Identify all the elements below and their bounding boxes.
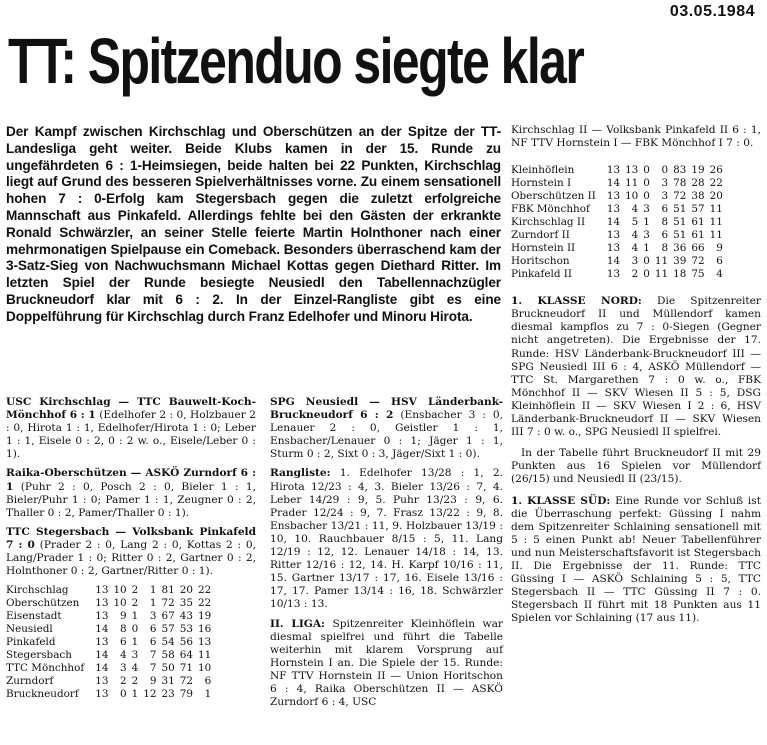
ranking-title: Rangliste: bbox=[270, 467, 331, 480]
match-title: SPG Neusiedl — HSV Länderbank-Bruckneudorf 6 : 2 bbox=[270, 396, 503, 422]
stat-l: 8 bbox=[661, 242, 669, 255]
stat-l: 1 bbox=[149, 584, 157, 597]
stat-d: 4 bbox=[131, 662, 139, 675]
stat-a: 57 bbox=[691, 203, 705, 216]
team-name: Pinkafeld bbox=[6, 636, 56, 649]
stat-w: 6 bbox=[120, 636, 127, 649]
table-row bbox=[6, 662, 211, 675]
stat-p: 14 bbox=[606, 255, 621, 268]
team-name: Oberschützen bbox=[6, 597, 80, 610]
stat-w: 10 bbox=[113, 584, 127, 597]
stat-f: 50 bbox=[161, 662, 175, 675]
stat-l: 0 bbox=[661, 164, 669, 177]
stat-f: 54 bbox=[161, 636, 175, 649]
ranking-list bbox=[270, 467, 503, 611]
stat-f: 81 bbox=[161, 584, 175, 597]
table-row bbox=[6, 610, 211, 623]
klasse-sued-report bbox=[511, 495, 761, 626]
second-league-continued: Kirchschlag II — Volksbank Pinkafeld II 6 : 1, NF TTV Hornstein I — FBK Mönchhof I 7 : 0. bbox=[511, 124, 761, 150]
stat-pts: 9 bbox=[716, 242, 723, 255]
match-details: (Edelhofer 2 : 0, Holzbauer 2 : 0, Hirota 1 : 1, Edelhofer/Hirota 1 : 0; Leber 1 : 1, Eisele 0 : 2, 0 : 2 w. o., Eisele/Leber 0 : 1). bbox=[6, 409, 256, 461]
stat-p: 14 bbox=[606, 216, 621, 229]
stat-pts: 22 bbox=[709, 177, 723, 190]
match-title: Raika-Oberschützen — ASKÖ Zurndorf 6 : 1 bbox=[6, 467, 256, 493]
stat-f: 31 bbox=[161, 675, 175, 688]
team-name: TTC Mönchhof bbox=[6, 662, 85, 675]
stat-p: 14 bbox=[95, 623, 109, 636]
stat-pts: 10 bbox=[198, 662, 212, 675]
stat-f: 36 bbox=[673, 242, 687, 255]
stat-a: 38 bbox=[691, 190, 705, 203]
stat-p: 13 bbox=[606, 242, 621, 255]
stat-w: 4 bbox=[631, 229, 639, 242]
match-title: TTC Stegersbach — Volksbank Pinkafeld 7 : 0 bbox=[6, 525, 256, 551]
stat-w: 4 bbox=[631, 203, 639, 216]
stat-l: 1 bbox=[149, 597, 157, 610]
stat-d: 1 bbox=[131, 636, 139, 649]
stat-d: 0 bbox=[643, 268, 650, 281]
stat-pts: 22 bbox=[198, 584, 212, 597]
stat-l: 7 bbox=[149, 662, 157, 675]
match-details: (Prader 2 : 0, Lang 2 : 0, Kottas 2 : 0, Lang/Prader 1 : 0; Ritter 0 : 2, Gartner 0 : 2, Holnthoner 0 : 2, Gartner/Ritter 0 : 1). bbox=[6, 538, 257, 578]
stat-p: 13 bbox=[606, 268, 621, 281]
stat-d: 3 bbox=[643, 203, 650, 216]
stat-l: 6 bbox=[149, 623, 157, 636]
table-row bbox=[511, 190, 723, 203]
stat-pts: 4 bbox=[716, 268, 723, 281]
stat-a: 61 bbox=[691, 216, 705, 229]
stat-p: 13 bbox=[606, 190, 621, 203]
stat-l: 3 bbox=[661, 177, 669, 190]
stat-a: 72 bbox=[179, 675, 193, 688]
stat-f: 72 bbox=[161, 597, 175, 610]
match-report bbox=[270, 396, 503, 461]
stat-d: 2 bbox=[131, 675, 139, 688]
stat-pts: 26 bbox=[709, 164, 723, 177]
stat-a: 61 bbox=[691, 229, 705, 242]
stat-f: 67 bbox=[161, 610, 175, 623]
stat-f: 72 bbox=[673, 190, 687, 203]
stat-p: 14 bbox=[95, 662, 109, 675]
stat-a: 72 bbox=[691, 255, 705, 268]
table-row bbox=[511, 164, 723, 177]
team-name: Kirchschlag bbox=[6, 584, 69, 597]
table-row bbox=[6, 636, 211, 649]
match-report bbox=[6, 526, 256, 578]
team-name: FBK Mönchhof bbox=[511, 203, 590, 216]
stat-l: 11 bbox=[654, 268, 669, 281]
stat-a: 56 bbox=[179, 636, 193, 649]
stat-l: 9 bbox=[149, 675, 157, 688]
stat-l: 6 bbox=[661, 229, 669, 242]
stat-pts: 13 bbox=[198, 636, 212, 649]
stat-w: 4 bbox=[120, 649, 127, 662]
stat-pts: 22 bbox=[198, 597, 212, 610]
stat-w: 4 bbox=[631, 242, 639, 255]
stat-d: 1 bbox=[643, 216, 650, 229]
table-row bbox=[511, 268, 723, 281]
stat-d: 0 bbox=[131, 623, 139, 636]
headline: TT: Spitzenduo siegte klar bbox=[8, 25, 584, 97]
stat-f: 23 bbox=[161, 688, 175, 701]
stat-d: 1 bbox=[131, 610, 139, 623]
stat-p: 14 bbox=[95, 649, 109, 662]
stat-f: 51 bbox=[673, 229, 687, 242]
second-league-title: II. LIGA: bbox=[270, 617, 325, 630]
stat-f: 51 bbox=[673, 216, 687, 229]
stat-p: 13 bbox=[95, 584, 109, 597]
stat-d: 0 bbox=[643, 177, 650, 190]
stat-pts: 19 bbox=[198, 610, 212, 623]
table-row bbox=[511, 242, 723, 255]
stat-p: 13 bbox=[95, 597, 109, 610]
table-row bbox=[6, 584, 211, 597]
stat-f: 58 bbox=[161, 649, 175, 662]
stat-l: 3 bbox=[149, 610, 157, 623]
team-name: Bruckneudorf bbox=[6, 688, 79, 701]
stat-w: 10 bbox=[113, 597, 127, 610]
second-league-text: Spitzenreiter Kleinhöflein war diesmal spielfrei und führt die Tabelle weiterhin mit klarem Vorsprung auf Hornstein I an. Die Spiele der 15. Runde: NF TTV Hornstein II — Union Horitschon 6 : 4, Raika Oberschützen II — ASKÖ Zurndorf 6 : 4, USC bbox=[270, 617, 503, 709]
stat-w: 13 bbox=[625, 164, 639, 177]
stat-a: 20 bbox=[179, 584, 193, 597]
table-row bbox=[511, 177, 723, 190]
stat-p: 14 bbox=[606, 177, 621, 190]
stat-w: 5 bbox=[631, 216, 639, 229]
table-row bbox=[511, 255, 723, 268]
team-name: Hornstein I bbox=[511, 177, 572, 190]
stat-a: 53 bbox=[179, 623, 193, 636]
stat-f: 83 bbox=[673, 164, 687, 177]
stat-p: 13 bbox=[606, 164, 621, 177]
stat-a: 66 bbox=[691, 242, 705, 255]
column-left bbox=[6, 396, 256, 701]
team-name: Stegersbach bbox=[6, 649, 72, 662]
klasse-nord-summary: In der Tabelle führt Bruckneudorf II mit 29 Punkten aus 16 Spielen vor Müllendorf (26/15) und Neusiedl II (23/15). bbox=[511, 447, 761, 486]
landesliga-standings-table bbox=[6, 584, 211, 701]
table-row bbox=[511, 229, 723, 242]
table-row bbox=[6, 597, 211, 610]
stat-pts: 11 bbox=[709, 216, 723, 229]
stat-d: 1 bbox=[131, 688, 139, 701]
klasse-sued-title: 1. KLASSE SÜD: bbox=[511, 494, 611, 507]
table-row bbox=[511, 203, 723, 216]
stat-p: 13 bbox=[95, 610, 109, 623]
team-name: Zurndorf II bbox=[511, 229, 570, 242]
match-report bbox=[6, 396, 256, 461]
stat-a: 43 bbox=[179, 610, 193, 623]
match-report bbox=[6, 467, 256, 519]
stat-f: 39 bbox=[673, 255, 687, 268]
stat-l: 12 bbox=[143, 688, 157, 701]
stat-pts: 6 bbox=[716, 255, 723, 268]
stat-pts: 11 bbox=[198, 649, 212, 662]
team-name: Kirchschlag II bbox=[511, 216, 586, 229]
stat-w: 2 bbox=[631, 268, 639, 281]
lead-paragraph: Der Kampf zwischen Kirchschlag und Oberschützen an der Spitze der TT-Landesliga geht weiter. Beide Klubs kamen in der 15. Runde zu ungefährdeten 6 : 1-Heimsiegen, beide halten bei 22 Punkten, Kirchschlag liegt auf Grund des besseren Spielverhältnisses vorne. Zu einem sensationell hohen 7 : 0-Erfolg kam Stegersbach gegen die zuletzt erfolgreiche Mannschaft aus Pinkafeld. Allerdings fehlte bei den Gästen der erkrankte Ronald Schwärzler, an seiner Stelle feierte Martin Holnthoner nach einer mehrmonatigen Spielpause ein Comeback. Besonders überraschend kam der 3-Satz-Sieg von Nachwuchsmann Michael Kottas gegen Diethard Ritter. Im letzten Spiel der Runde besiegte Neusiedl den Tabellennachzügler Bruckneudorf klar mit 6 : 2. In der Einzel-Rangliste gibt es eine Doppelführung für Kirchschlag durch Franz Edelhofer und Minoru Hirota. bbox=[6, 124, 501, 324]
klasse-sued-text: Eine Runde vor Schluß ist die Überraschung perfekt: Güssing I nahm dem Spitzenreiter Schlaining sensationell mit 5 : 5 einen Punkt ab! Neuer Tabellenführer und nun Meisterschaftsfavorit ist Stegersbach II. Die Ergebnisse der 11. Runde: TTC Güssing I — ASKÖ Schlaining 5 : 5, TTC Stegersbach II — TTC Güssing II 7 : 0. Stegersbach II führt mit 18 Punkten aus 11 Spielen vor Schlaining (17 aus 11). bbox=[511, 494, 761, 625]
stat-l: 11 bbox=[654, 255, 669, 268]
stat-p: 13 bbox=[95, 688, 109, 701]
stat-w: 10 bbox=[625, 190, 639, 203]
stat-w: 3 bbox=[120, 662, 127, 675]
stat-f: 57 bbox=[161, 623, 175, 636]
stat-a: 19 bbox=[691, 164, 705, 177]
stat-p: 13 bbox=[606, 229, 621, 242]
team-name: Horitschon bbox=[511, 255, 570, 268]
team-name: Oberschützen II bbox=[511, 190, 596, 203]
stat-d: 0 bbox=[643, 255, 650, 268]
stat-pts: 11 bbox=[709, 203, 723, 216]
stat-a: 35 bbox=[179, 597, 193, 610]
stat-pts: 1 bbox=[204, 688, 212, 701]
stat-w: 0 bbox=[120, 688, 127, 701]
stat-d: 0 bbox=[643, 190, 650, 203]
stat-a: 28 bbox=[691, 177, 705, 190]
team-name: Pinkafeld II bbox=[511, 268, 572, 281]
team-name: Kleinhöflein bbox=[511, 164, 575, 177]
stat-l: 7 bbox=[149, 649, 157, 662]
column-right bbox=[511, 124, 761, 625]
stat-d: 3 bbox=[131, 649, 139, 662]
stat-d: 1 bbox=[643, 242, 650, 255]
second-league-report bbox=[270, 618, 503, 710]
stat-pts: 11 bbox=[709, 229, 723, 242]
table-row bbox=[6, 623, 211, 636]
match-title: USC Kirchschlag — TTC Bauwelt-Koch-Mönchhof 6 : 1 bbox=[6, 396, 256, 422]
klasse-nord-report bbox=[511, 295, 761, 439]
stat-l: 6 bbox=[149, 636, 157, 649]
stat-w: 11 bbox=[625, 177, 639, 190]
stat-a: 64 bbox=[179, 649, 193, 662]
match-details: (Ensbacher 3 : 0, Lenauer 2 : 0, Geistler 1 : 1, Ensbacher/Lenauer 0 : 1; Jäger 1 : 1, Sturm 0 : 2, Sixt 0 : 3, Jäger/Sixt 1 : 0). bbox=[270, 409, 503, 461]
stat-w: 9 bbox=[120, 610, 127, 623]
table-row bbox=[511, 216, 723, 229]
stat-p: 13 bbox=[95, 675, 109, 688]
stat-w: 8 bbox=[120, 623, 127, 636]
publication-date: 03.05.1984 bbox=[669, 3, 755, 20]
klasse-nord-text: Die Spitzenreiter Bruckneudorf II und Müllendorf kamen diesmal kampflos zu 7 : 0-Siegen (Gegner nicht angetreten). Die Ergebnisse der 17. Runde: HSV Länderbank-Bruckneudorf III — SPG Neusiedl III 6 : 4, ASKÖ Müllendorf — TTC St. Margarethen 7 : 0 w. o., FBK Mönchhof II — SKV Wiesen II 5 : 5, DSG Kleinhöflein II — SKV Wiesen I 2 : 6, HSV Länderbank-Bruckneudorf II — SKV Wiesen III 7 : 0 w. o., SPG Neusiedl II spielfrei. bbox=[511, 295, 761, 439]
stat-a: 75 bbox=[691, 268, 705, 281]
team-name: Hornstein II bbox=[511, 242, 576, 255]
table-row bbox=[6, 688, 211, 701]
stat-d: 2 bbox=[131, 597, 139, 610]
column-middle bbox=[270, 396, 503, 709]
stat-w: 3 bbox=[631, 255, 639, 268]
stat-f: 78 bbox=[673, 177, 687, 190]
stat-d: 0 bbox=[643, 164, 650, 177]
ranking-text: 1. Edelhofer 13/28 : 1, 2. Hirota 12/23 : 4, 3. Bieler 13/26 : 7, 4. Leber 14/29 : 9, 5. Puhr 13/23 : 9, 6. Prader 12/24 : 9, 7. Frasz 13/22 : 9, 8. Ensbacher 13/21 : 11, 9. Holzbauer 13/19 : 10, 10. Rauchbauer 8/15 : 5, 11. Lang 12/19 : 12, 12. Lenauer 14/18 : 14, 13. Ritter 12/16 : 12, 14. H. Karpf 10/16 : 11, 15. Gartner 13/17 : 17, 16. Eisele 13/16 : 17, 17. Pamer 13/14 : 16, 18. Schwärzler 10/13 : 13. bbox=[270, 467, 503, 611]
stat-d: 3 bbox=[643, 229, 650, 242]
stat-w: 2 bbox=[120, 675, 127, 688]
table-row bbox=[6, 675, 211, 688]
team-name: Zurndorf bbox=[6, 675, 54, 688]
table-row bbox=[6, 649, 211, 662]
stat-l: 3 bbox=[661, 190, 669, 203]
stat-l: 8 bbox=[661, 216, 669, 229]
team-name: Neusiedl bbox=[6, 623, 53, 636]
stat-f: 18 bbox=[673, 268, 687, 281]
stat-d: 2 bbox=[131, 584, 139, 597]
klasse-nord-title: 1. KLASSE NORD: bbox=[511, 295, 642, 308]
stat-pts: 16 bbox=[198, 623, 212, 636]
stat-l: 6 bbox=[661, 203, 669, 216]
second-league-standings-table bbox=[511, 164, 723, 281]
stat-p: 13 bbox=[606, 203, 621, 216]
stat-p: 13 bbox=[95, 636, 109, 649]
stat-pts: 6 bbox=[204, 675, 212, 688]
stat-f: 51 bbox=[673, 203, 687, 216]
stat-pts: 20 bbox=[709, 190, 723, 203]
stat-a: 71 bbox=[179, 662, 193, 675]
team-name: Eisenstadt bbox=[6, 610, 62, 623]
stat-a: 79 bbox=[179, 688, 193, 701]
match-details: (Puhr 2 : 0, Posch 2 : 0, Bieler 1 : 1, Bieler/Puhr 1 : 0; Pamer 1 : 1, Zeugner 0 : 2, Thaller 0 : 2, Pamer/Thaller 0 : 1). bbox=[6, 480, 256, 519]
